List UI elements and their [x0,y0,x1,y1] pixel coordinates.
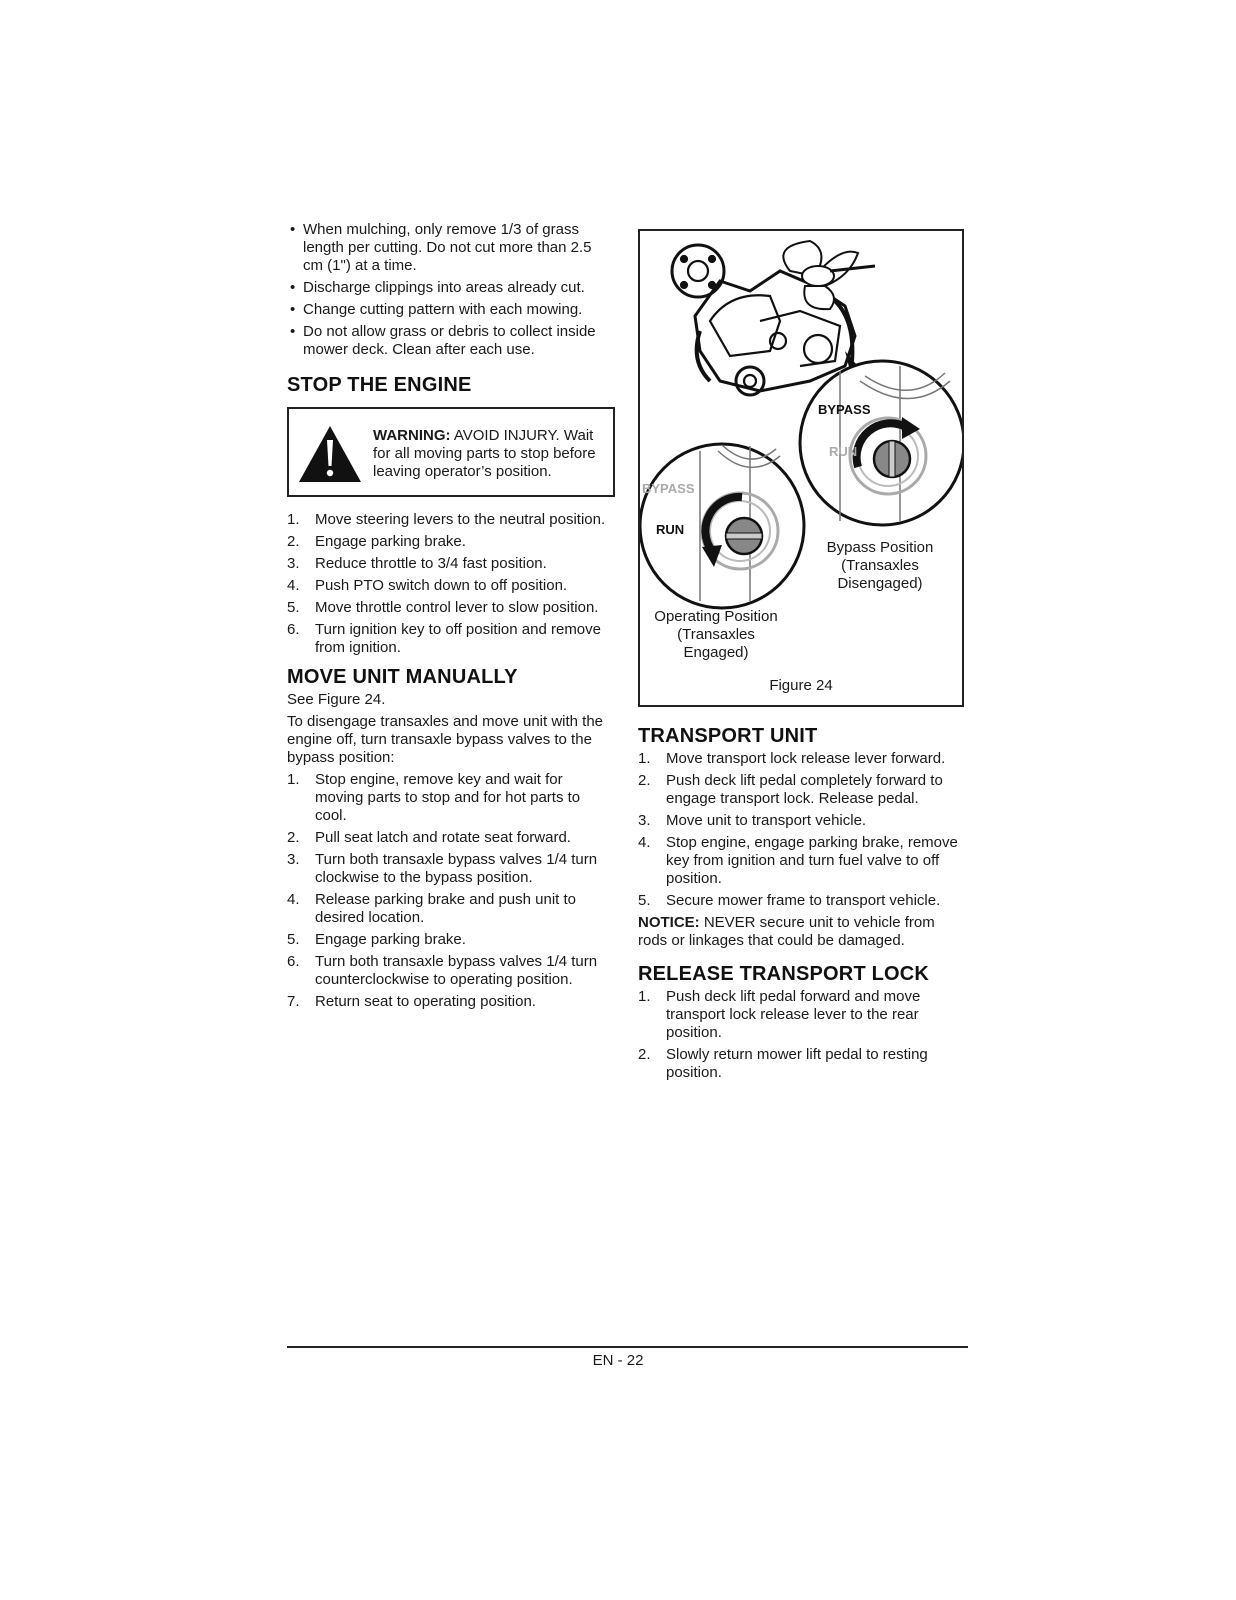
list-item: 3. Move unit to transport vehicle. [638,812,867,829]
list-item: 2. Engage parking brake. [287,533,466,550]
list-item: 7. Return seat to operating position. [287,993,536,1010]
stop-engine-steps [287,511,615,657]
warning-triangle-icon [295,424,365,484]
list-item: 2. Pull seat latch and rotate seat forward. [287,829,571,846]
section-heading-stop-engine: STOP THE ENGINE [287,374,472,396]
list-item: 5. Move throttle control lever to slow position. [287,599,599,616]
list-item: 2. Slowly return mower lift pedal to resting position. [638,1046,928,1081]
list-item: 3. Turn both transaxle bypass valves 1/4 turn clockwise to the bypass position. [287,851,598,886]
right-column [638,724,968,1086]
bullet-icon: • [290,301,296,318]
run-label-right: RUN [829,444,858,459]
list-item: 1. Push deck lift pedal forward and move transport lock release lever to the rear position. [638,988,921,1041]
list-item: 4. Push PTO switch down to off position. [287,577,568,594]
list-item: • Change cutting pattern with each mowing. [290,301,583,318]
see-figure-text: See Figure 24. [287,691,386,708]
section-heading-transport-unit: TRANSPORT UNIT [638,725,818,747]
list-item: 2. Push deck lift pedal completely forward to engage transport lock. Release pedal. [638,772,943,807]
move-unit-intro: To disengage transaxles and move unit with the engine off, turn transaxle bypass valves to the bypass position: [287,713,604,766]
bypass-label-right: BYPASS [818,402,871,417]
bypass-position-detail [800,361,962,525]
mowing-tips-list [287,221,615,359]
list-item: 4. Release parking brake and push unit to desired location. [287,891,577,926]
bullet-icon: • [290,279,296,296]
page-number: EN - 22 [592,1352,644,1369]
warning-box [287,407,615,497]
move-unit-steps [287,771,615,1011]
list-item: 1. Move transport lock release lever forward. [638,750,946,767]
bypass-position-caption: Bypass Position (Transaxles Disengaged) [826,539,934,592]
figure-24 [638,229,964,707]
footer-divider [287,1346,968,1348]
list-item: 5. Engage parking brake. [287,931,466,948]
operating-position-caption: Operating Position (Transaxles Engaged) [654,608,778,661]
bullet-icon: • [290,221,296,238]
list-item: • Do not allow grass or debris to collect inside mower deck. Clean after each use. [290,323,596,358]
left-column [287,221,615,1015]
bypass-label-left: BYPASS [642,481,695,496]
list-item: 4. Stop engine, engage parking brake, remove key from ignition and turn fuel valve to off position. [638,834,958,887]
run-label-left: RUN [656,522,685,537]
list-item: 6. Turn both transaxle bypass valves 1/4 turn counterclockwise to operating position. [287,953,598,988]
list-item: • When mulching, only remove 1/3 of grass length per cutting. Do not cut more than 2.5 cm (1") at a time. [290,221,592,274]
notice-text: NOTICE: NEVER secure unit to vehicle from rods or linkages that could be damaged. [638,914,935,949]
list-item: 5. Secure mower frame to transport vehicle. [638,892,941,909]
figure-caption: Figure 24 [769,677,833,694]
section-heading-release-transport-lock: RELEASE TRANSPORT LOCK [638,963,930,985]
cooling-fan-icon [783,241,875,309]
warning-text: WARNING: AVOID INJURY. Wait for all moving parts to stop before leaving operator’s position. [373,426,596,480]
release-lock-steps [638,988,968,1082]
bullet-icon: • [290,323,296,340]
list-item: 1. Move steering levers to the neutral position. [287,511,606,528]
section-heading-move-unit-manually: MOVE UNIT MANUALLY [287,666,518,688]
list-item: 6. Turn ignition key to off position and remove from ignition. [287,621,601,656]
list-item: 3. Reduce throttle to 3/4 fast position. [287,555,547,572]
transport-unit-steps [638,750,968,910]
list-item: • Discharge clippings into areas already cut. [290,279,585,296]
list-item: 1. Stop engine, remove key and wait for moving parts to stop and for hot parts to cool. [287,771,581,824]
